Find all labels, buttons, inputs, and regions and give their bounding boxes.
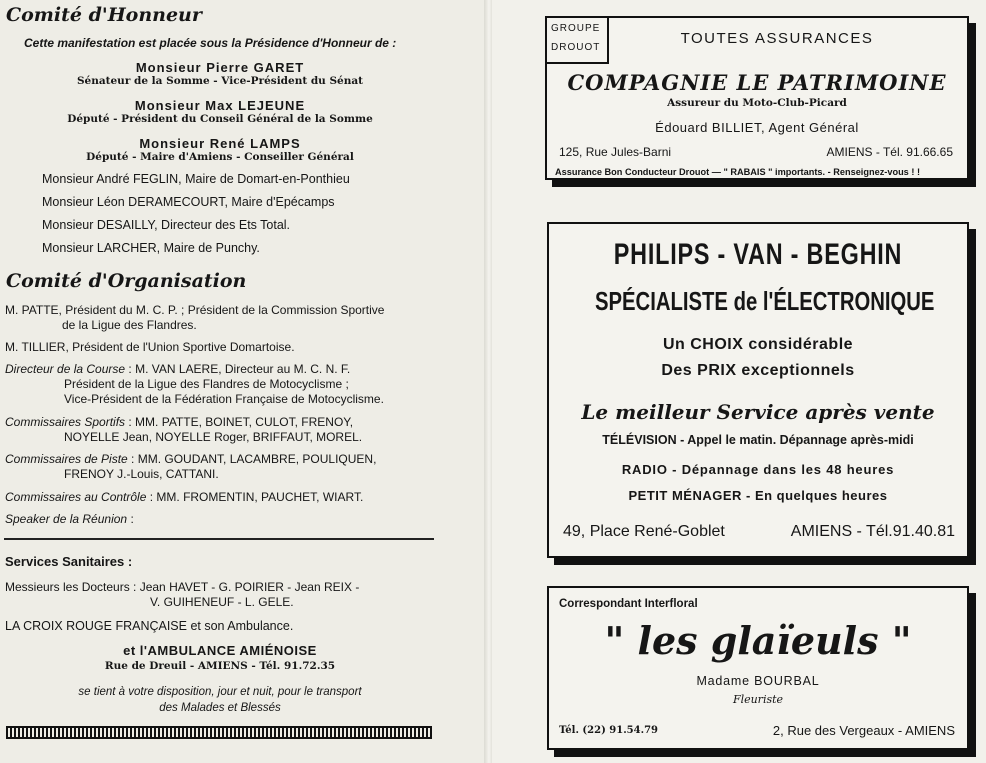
croix-rouge-line: LA CROIX ROUGE FRANÇAISE et son Ambulance. — [5, 619, 294, 633]
groupe-label: GROUPE — [551, 23, 601, 34]
philips-menager: PETIT MÉNAGER - En quelques heures — [628, 488, 888, 503]
company-name: COMPAGNIE LE PATRIMOINE — [567, 70, 947, 95]
philips-name: PHILIPS - VAN - BEGHIN — [613, 238, 903, 271]
comite-honneur-title: Comité d'Honneur — [6, 4, 202, 26]
lamps-name: Monsieur René LAMPS — [139, 136, 301, 151]
directeur-line-3: Vice-Président de la Fédération Française de Motocyclisme. — [64, 392, 384, 406]
philips-prix: Des PRIX exceptionnels — [661, 362, 855, 379]
larcher-line: Monsieur LARCHER, Maire de Punchy. — [42, 241, 260, 255]
honneur-intro: Cette manifestation est placée sous la Présidence d'Honneur de : — [24, 36, 397, 50]
dotted-border — [6, 726, 432, 739]
interfloral-label: Correspondant Interfloral — [559, 598, 698, 610]
philips-city-tel: AMIENS - Tél.91.40.81 — [790, 523, 955, 540]
patte-line-2: de la Ligue des Flandres. — [62, 318, 197, 332]
desailly-line: Monsieur DESAILLY, Directeur des Ets Total. — [42, 218, 291, 232]
glaieuls-tel: Tél. (22) 91.54.79 — [559, 725, 658, 736]
directeur-text: : M. VAN LAERE, Directeur au M. C. N. F. — [128, 362, 351, 376]
company-tagline: Assureur du Moto-Club-Picard — [667, 97, 847, 109]
sportifs-line-2: NOYELLE Jean, NOYELLE Roger, BRIFFAUT, MOREL. — [64, 430, 363, 444]
assurances-city-tel: AMIENS - Tél. 91.66.65 — [826, 145, 953, 159]
speaker-colon: : — [130, 512, 134, 526]
philips-choix: Un CHOIX considérable — [662, 336, 854, 353]
dispo-line-1: se tient à votre disposition, jour et nuit, pour le transport — [78, 686, 362, 698]
controle-label: Commissaires au Contrôle — [5, 490, 147, 504]
speaker-line — [5, 512, 134, 526]
docteurs-line-2: V. GUIHENEUF - L. GELE. — [150, 595, 294, 609]
feglin-line: Monsieur André FEGLIN, Maire de Domart-en-Ponthieu — [42, 172, 350, 186]
sportifs-line-1 — [5, 415, 353, 429]
tillier-line: M. TILLIER, Président de l'Union Sportive Domartoise. — [5, 340, 295, 354]
controle-text: : MM. FROMENTIN, PAUCHET, WIART. — [149, 490, 364, 504]
philips-specialite: SPÉCIALISTE de l'ÉLECTRONIQUE — [594, 286, 935, 316]
philips-ad — [547, 222, 969, 558]
divider — [4, 538, 434, 540]
dispo-line-2: des Malades et Blessés — [159, 702, 281, 714]
groupe-drouot-box — [547, 18, 609, 64]
directeur-line-2: Président de la Ligue des Flandres de Motocyclisme ; — [64, 377, 349, 391]
toutes-assurances: TOUTES ASSURANCES — [680, 30, 874, 47]
comite-organisation-title: Comité d'Organisation — [6, 270, 247, 292]
glaieuls-name: " les glaïeuls " — [604, 618, 912, 663]
docteurs-line-1: Messieurs les Docteurs : Jean HAVET - G. POIRIER - Jean REIX - — [5, 580, 360, 594]
lejeune-role: Député - Président du Conseil Général de la Somme — [67, 113, 373, 125]
piste-label: Commissaires de Piste — [5, 452, 128, 466]
assurances-ad — [545, 16, 969, 180]
speaker-label: Speaker de la Réunion — [5, 512, 128, 526]
fleuriste-label: Fleuriste — [732, 693, 784, 706]
philips-radio: RADIO - Dépannage dans les 48 heures — [621, 462, 895, 477]
controle-line — [5, 490, 363, 504]
piste-text: : MM. GOUDANT, LACAMBRE, POULIQUEN, — [131, 452, 377, 466]
glaieuls-ad — [547, 586, 969, 750]
ambulance-line: et l'AMBULANCE AMIÉNOISE — [123, 643, 317, 658]
ambulance-address: Rue de Dreuil - AMIENS - Tél. 91.72.35 — [104, 660, 336, 672]
lejeune-name: Monsieur Max LEJEUNE — [134, 98, 306, 113]
assurances-footer: Assurance Bon Conducteur Drouot — " RABAIS " importants. - Renseignez-vous ! ! — [555, 167, 921, 177]
garet-name: Monsieur Pierre GARET — [135, 60, 305, 75]
agent-line: Édouard BILLIET, Agent Général — [655, 120, 859, 135]
assurances-address: 125, Rue Jules-Barni — [559, 145, 672, 159]
deramecourt-line: Monsieur Léon DERAMECOURT, Maire d'Epécamps — [42, 195, 335, 209]
glaieuls-address: 2, Rue des Vergeaux - AMIENS — [772, 723, 955, 738]
philips-tv: TÉLÉVISION - Appel le matin. Dépannage après-midi — [602, 433, 914, 447]
sanitaires-title: Services Sanitaires : — [5, 554, 133, 569]
sportifs-text: : MM. PATTE, BOINET, CULOT, FRENOY, — [128, 415, 354, 429]
drouot-label: DROUOT — [551, 42, 601, 53]
directeur-label: Directeur de la Course — [5, 362, 126, 376]
piste-line-2: FRENOY J.-Louis, CATTANI. — [64, 467, 219, 481]
madame-bourbal: Madame BOURBAL — [696, 674, 820, 688]
philips-service: Le meilleur Service après vente — [581, 400, 935, 424]
left-page — [0, 0, 486, 763]
patte-line-1: M. PATTE, Président du M. C. P. ; Président de la Commission Sportive — [5, 303, 385, 317]
sportifs-label: Commissaires Sportifs — [5, 415, 126, 429]
lamps-role: Député - Maire d'Amiens - Conseiller Général — [86, 151, 354, 163]
garet-role: Sénateur de la Somme - Vice-Président du Sénat — [76, 75, 364, 87]
right-page — [492, 0, 986, 763]
philips-address: 49, Place René-Goblet — [563, 523, 725, 540]
directeur-line-1 — [5, 362, 350, 376]
piste-line-1 — [5, 452, 376, 466]
